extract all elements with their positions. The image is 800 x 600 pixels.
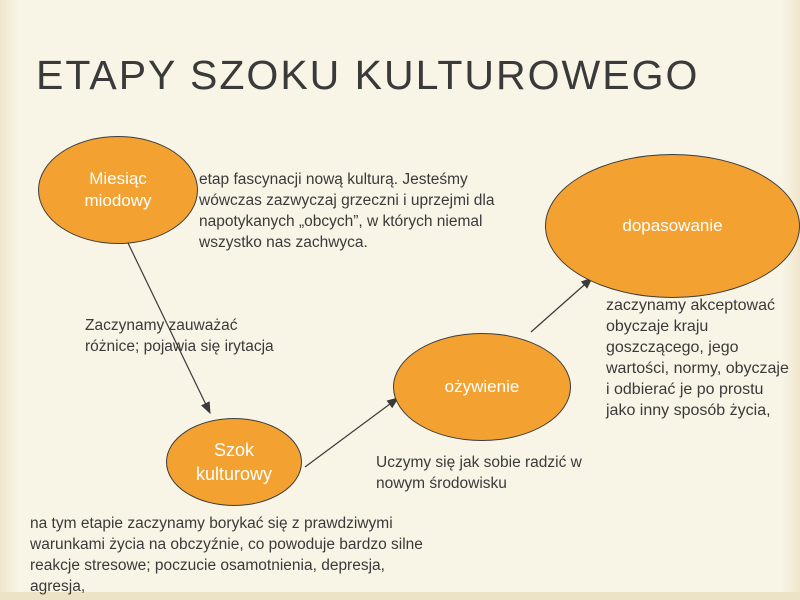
node-recovery-label: ożywienie <box>444 377 520 396</box>
recovery-description: Uczymy się jak sobie radzić w nowym środowisku <box>376 454 582 492</box>
honeymoon-description: etap fascynacji nową kulturą. Jesteśmy wówczas zazwyczaj grzeczni i uprzejmi dla napotykanych „obcych”, w których niemal wszystko nas zachwyca. <box>199 171 495 251</box>
node-honeymoon <box>38 136 198 244</box>
notice-differences-text: Zaczynamy zauważać różnice; pojawia się irytacja <box>85 317 274 355</box>
node-recovery <box>393 333 571 441</box>
node-culture-shock <box>166 418 302 506</box>
node-honeymoon-label: Miesiąc miodowy <box>84 169 152 210</box>
node-adjustment-label: dopasowanie <box>622 216 723 235</box>
slide-title: ETAPY SZOKU KULTUROWEGO <box>36 52 700 98</box>
adjustment-description: zaczynamy akceptować obyczaje kraju goszczącego, jego wartości, normy, obyczaje i odbierać je po prostu jako inny sposób życia, <box>606 297 789 419</box>
culture-shock-description: na tym etapie zaczynamy borykać się z prawdziwymi warunkami życia na obczyźnie, co powoduje bardzo silne reakcje stresowe; poczucie osamotnienia, depresja, agresja, <box>30 515 423 595</box>
arrow-recovery-to-adjustment <box>531 278 592 332</box>
node-adjustment <box>545 154 800 298</box>
node-culture-shock-label: Szok kulturowy <box>195 440 273 484</box>
